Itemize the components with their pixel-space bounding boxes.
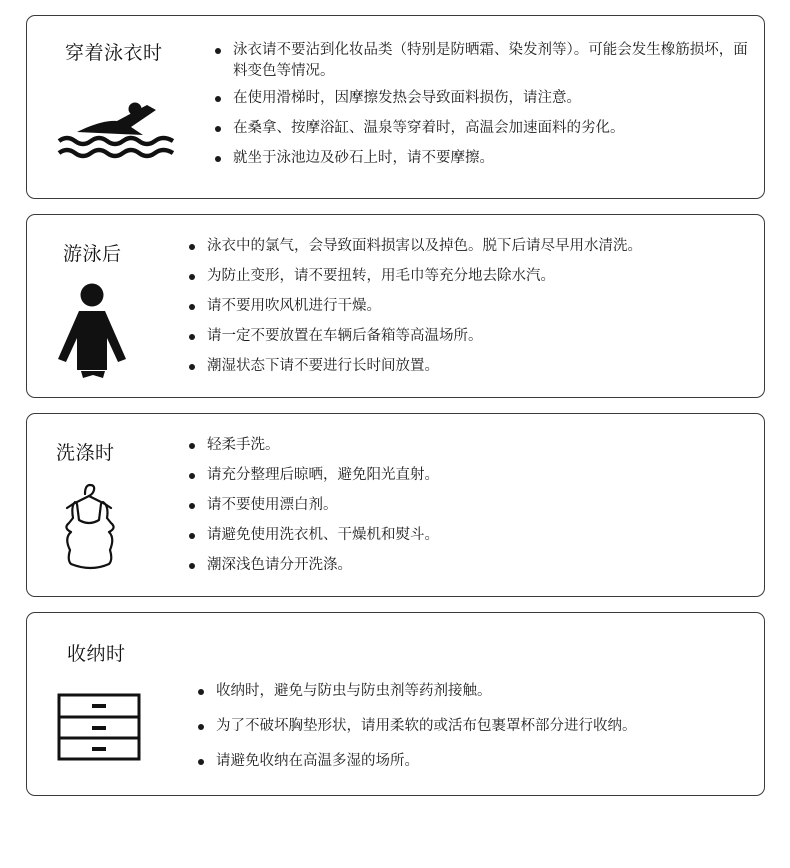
list-item: 潮湿状态下请不要进行长时间放置。 bbox=[188, 356, 748, 377]
list-item: 请充分整理后晾晒，避免阳光直射。 bbox=[188, 465, 748, 486]
section-card-washing bbox=[26, 413, 765, 597]
list-item: 轻柔手洗。 bbox=[188, 435, 748, 456]
list-item: 在使用滑梯时，因摩擦发热会导致面料损伤，请注意。 bbox=[214, 88, 749, 109]
section-list bbox=[214, 40, 749, 169]
list-item: 为了不破坏胸垫形状，请用柔软的或活布包裹罩杯部分进行收纳。 bbox=[197, 716, 747, 737]
section-list bbox=[188, 236, 748, 377]
person-icon bbox=[57, 283, 129, 385]
swimsuit-hanger-icon bbox=[55, 480, 121, 578]
section-list bbox=[188, 435, 748, 576]
section-list bbox=[197, 681, 747, 772]
swimmer-icon bbox=[55, 96, 177, 166]
drawer-icon bbox=[57, 693, 143, 767]
list-item: 潮深浅色请分开洗涤。 bbox=[188, 555, 748, 576]
list-item: 为防止变形，请不要扭转，用毛巾等充分地去除水汽。 bbox=[188, 266, 748, 287]
list-item: 请不要使用漂白剂。 bbox=[188, 495, 748, 516]
section-title: 洗涤时 bbox=[56, 442, 115, 464]
section-title: 穿着泳衣时 bbox=[65, 42, 163, 64]
list-item: 就坐于泳池边及砂石上时，请不要摩擦。 bbox=[214, 148, 749, 169]
list-item: 收纳时，避免与防虫与防虫剂等药剂接触。 bbox=[197, 681, 747, 702]
list-item: 请不要用吹风机进行干燥。 bbox=[188, 296, 748, 317]
section-card-wearing bbox=[26, 15, 765, 199]
section-card-storage bbox=[26, 612, 765, 796]
list-item: 请避免使用洗衣机、干燥机和熨斗。 bbox=[188, 525, 748, 546]
section-title: 游泳后 bbox=[63, 243, 122, 265]
list-item: 在桑拿、按摩浴缸、温泉等穿着时，高温会加速面料的劣化。 bbox=[214, 118, 749, 139]
list-item: 请一定不要放置在车辆后备箱等高温场所。 bbox=[188, 326, 748, 347]
list-item: 请避免收纳在高温多湿的场所。 bbox=[197, 751, 747, 772]
list-item: 泳衣中的氯气，会导致面料损害以及掉色。脱下后请尽早用水清洗。 bbox=[188, 236, 748, 257]
section-title: 收纳时 bbox=[67, 643, 126, 665]
section-card-after-swimming bbox=[26, 214, 765, 398]
list-item: 泳衣请不要沾到化妆品类（特别是防晒霜、染发剂等）。可能会发生橡筋损坏，面料变色等情况。 bbox=[214, 40, 749, 82]
